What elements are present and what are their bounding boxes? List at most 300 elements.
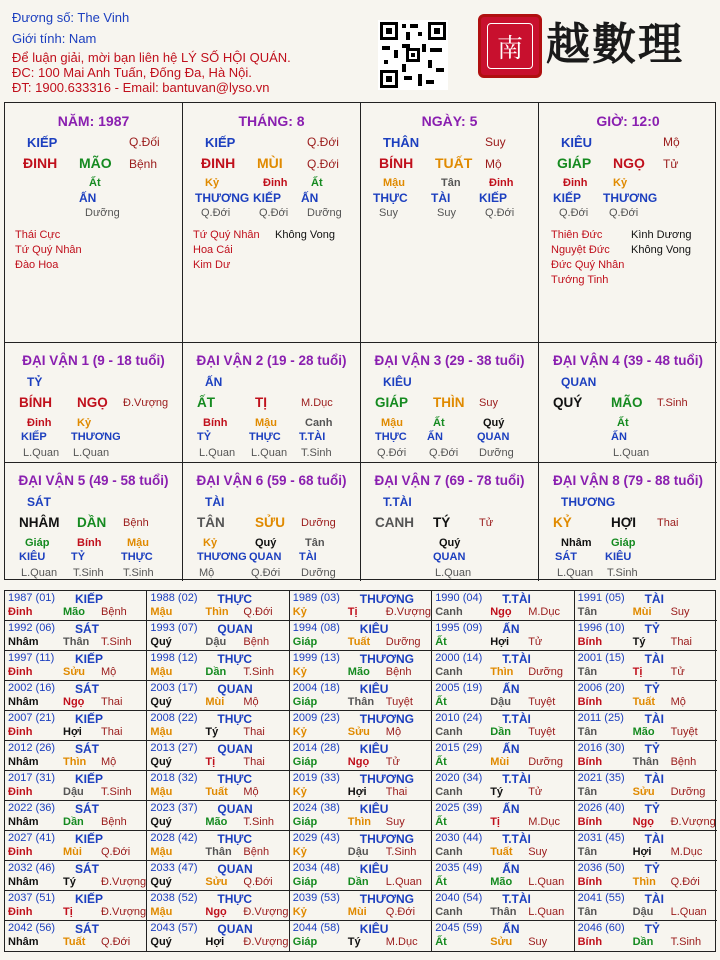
year-label: 2023 (37) bbox=[150, 802, 198, 814]
luck-cycle-cell[interactable] bbox=[361, 463, 539, 581]
year-god: TÀI bbox=[644, 892, 664, 906]
year-relation: Suy bbox=[385, 816, 405, 828]
year-stem: Kỷ bbox=[292, 906, 307, 918]
year-god: KIẾP bbox=[75, 712, 104, 726]
year-cell[interactable] bbox=[432, 831, 574, 861]
hidden-relation: Q.Đới bbox=[485, 207, 515, 219]
year-label: 1999 (13) bbox=[292, 652, 340, 664]
year-cell[interactable] bbox=[5, 741, 147, 771]
year-branch: Mão bbox=[63, 606, 85, 618]
year-branch: Ngọ bbox=[347, 756, 370, 768]
year-label: 2038 (52) bbox=[150, 892, 198, 904]
year-relation: Mộ bbox=[101, 756, 117, 768]
hidden-stem: Giáp bbox=[611, 537, 636, 549]
year-stem: Tân bbox=[577, 606, 598, 618]
year-god: THỰC bbox=[217, 712, 253, 726]
year-branch: Mùi bbox=[632, 606, 652, 618]
year-stem: Nhâm bbox=[8, 876, 39, 888]
star-name: Tứ Quý Nhân bbox=[193, 229, 260, 241]
year-god: T.TÀI bbox=[502, 832, 531, 846]
year-relation: Mộ bbox=[243, 696, 259, 708]
year-branch: Tý bbox=[632, 636, 646, 648]
year-branch: Dần bbox=[632, 936, 654, 948]
star-name: Kim Dư bbox=[193, 259, 231, 271]
year-cell[interactable] bbox=[290, 921, 432, 951]
year-god: KIÊU bbox=[359, 922, 389, 936]
luck-cycle-cell[interactable] bbox=[5, 343, 183, 463]
pillar-cell[interactable] bbox=[183, 103, 361, 343]
year-god: TÀI bbox=[644, 712, 664, 726]
year-relation: Đ.Vượng bbox=[243, 906, 289, 918]
pillar-god: THÂN bbox=[383, 135, 420, 150]
luck-cycle-cell[interactable] bbox=[183, 463, 361, 581]
year-cell[interactable] bbox=[147, 741, 289, 771]
year-god: SÁT bbox=[75, 622, 99, 636]
year-cell[interactable] bbox=[147, 801, 289, 831]
year-cell[interactable] bbox=[147, 891, 289, 921]
year-relation: Bệnh bbox=[243, 846, 270, 858]
year-label: 2039 (53) bbox=[292, 892, 340, 904]
year-cell[interactable] bbox=[290, 591, 432, 621]
hidden-god: KIÊU bbox=[19, 551, 46, 563]
year-cell[interactable] bbox=[147, 861, 289, 891]
year-branch: Mùi bbox=[347, 906, 367, 918]
star-name: Đức Quý Nhân bbox=[551, 259, 625, 271]
year-cell[interactable] bbox=[432, 591, 574, 621]
year-branch: Dậu bbox=[347, 846, 369, 858]
year-branch: Hợi bbox=[63, 726, 82, 738]
year-god: THƯƠNG bbox=[359, 772, 414, 786]
year-branch: Mão bbox=[347, 666, 370, 678]
year-cell[interactable] bbox=[575, 741, 717, 771]
year-cell[interactable] bbox=[290, 891, 432, 921]
year-branch: Ngọ bbox=[205, 906, 227, 918]
year-stem: Ất bbox=[435, 696, 447, 708]
year-branch: Thìn bbox=[632, 876, 656, 888]
year-label: 2028 (42) bbox=[150, 832, 198, 844]
year-stem: Ất bbox=[435, 756, 447, 768]
year-relation: Tuyệt bbox=[528, 696, 556, 708]
luck-title: ĐẠI VẬN 8 (79 - 88 tuổi) bbox=[552, 473, 704, 488]
hidden-stem: Đinh bbox=[489, 177, 514, 189]
year-god: T.TÀI bbox=[502, 712, 531, 726]
year-cell[interactable] bbox=[432, 681, 574, 711]
year-cell[interactable] bbox=[432, 711, 574, 741]
year-stem: Tân bbox=[577, 906, 598, 918]
pillar-title: NGÀY: 5 bbox=[421, 113, 478, 129]
year-relation: Dưỡng bbox=[528, 756, 563, 768]
luck-relation: T.Sinh bbox=[657, 397, 688, 409]
year-relation: Thai bbox=[101, 696, 123, 708]
year-branch: Sửu bbox=[347, 726, 370, 738]
year-cell[interactable] bbox=[290, 651, 432, 681]
year-relation: L.Quan bbox=[385, 876, 422, 888]
pillar-god: KIÊU bbox=[561, 135, 593, 150]
year-relation: Suy bbox=[670, 606, 690, 618]
pillar-god-relation: Mộ bbox=[663, 135, 680, 149]
year-cell[interactable] bbox=[290, 741, 432, 771]
year-relation: Q.Đới bbox=[101, 936, 131, 948]
year-cell[interactable] bbox=[290, 801, 432, 831]
year-relation: Q.Đới bbox=[101, 846, 131, 858]
year-relation: Mộ bbox=[243, 786, 259, 798]
hidden-god: QUAN bbox=[477, 431, 510, 443]
luck-cycle-cell[interactable] bbox=[361, 343, 539, 463]
year-cell[interactable] bbox=[575, 591, 717, 621]
year-label: 2000 (14) bbox=[435, 652, 483, 664]
year-god: TÀI bbox=[644, 592, 664, 606]
luck-branch: TỊ bbox=[255, 395, 267, 410]
year-branch: Thìn bbox=[347, 816, 372, 828]
gender: Giới tính: Nam bbox=[12, 31, 97, 46]
year-relation: Thai bbox=[243, 756, 265, 768]
year-cell[interactable] bbox=[147, 591, 289, 621]
year-branch: Hợi bbox=[490, 636, 510, 648]
hidden-god: ẤN bbox=[301, 191, 319, 205]
year-god: KIẾP bbox=[75, 772, 104, 786]
hidden-stem: Kỷ bbox=[205, 177, 220, 189]
year-branch: Dậu bbox=[63, 786, 84, 798]
luck-branch: TÝ bbox=[433, 515, 451, 530]
luck-branch: NGỌ bbox=[77, 395, 108, 410]
year-relation: Bệnh bbox=[243, 636, 270, 648]
year-god: SÁT bbox=[75, 742, 99, 756]
year-god: THƯƠNG bbox=[359, 712, 414, 726]
year-cell[interactable] bbox=[5, 621, 147, 651]
year-cell[interactable] bbox=[575, 891, 717, 921]
year-god: SÁT bbox=[75, 682, 99, 696]
year-label: 2046 (60) bbox=[577, 922, 625, 934]
luck-title: ĐẠI VẬN 2 (19 - 28 tuổi) bbox=[196, 353, 347, 368]
year-branch: Thân bbox=[205, 846, 232, 858]
year-god: KIÊU bbox=[359, 862, 389, 876]
year-stem: Canh bbox=[435, 846, 463, 858]
year-branch: Tuất bbox=[490, 846, 513, 858]
year-god: THỰC bbox=[217, 592, 253, 606]
pillar-god-relation: Q.Đới bbox=[307, 135, 339, 149]
hidden-relation: T.Sinh bbox=[301, 447, 332, 459]
year-stem: Bính bbox=[577, 696, 603, 708]
year-relation: Bệnh bbox=[101, 816, 127, 828]
year-god: ẤN bbox=[502, 742, 520, 756]
year-cell[interactable] bbox=[147, 771, 289, 801]
hidden-stem: Bính bbox=[77, 537, 102, 549]
hidden-relation: Mộ bbox=[199, 567, 215, 579]
hidden-god: ẤN bbox=[427, 431, 443, 443]
year-label: 2025 (39) bbox=[435, 802, 483, 814]
year-cell[interactable] bbox=[5, 831, 147, 861]
year-label: 2032 (46) bbox=[8, 862, 56, 874]
qr-code-icon[interactable] bbox=[378, 20, 448, 90]
year-relation: Tử bbox=[528, 786, 543, 798]
year-god: TÀI bbox=[644, 652, 664, 666]
luck-cycle-cell[interactable] bbox=[183, 343, 361, 463]
hidden-god: SÁT bbox=[555, 551, 577, 563]
luck-branch: MÃO bbox=[611, 395, 643, 410]
year-cell[interactable] bbox=[432, 921, 574, 951]
year-branch: Sửu bbox=[205, 876, 228, 888]
year-cell[interactable] bbox=[575, 621, 717, 651]
year-relation: Tử bbox=[670, 666, 685, 678]
year-branch: Ngọ bbox=[490, 606, 512, 618]
hidden-relation: Q.Đới bbox=[559, 207, 589, 219]
year-cell[interactable] bbox=[147, 921, 289, 951]
year-stem: Bính bbox=[577, 816, 603, 828]
year-cell[interactable] bbox=[432, 771, 574, 801]
year-label: 2007 (21) bbox=[8, 712, 56, 724]
year-relation: Đ.Vượng bbox=[670, 816, 716, 828]
year-god: SÁT bbox=[75, 922, 99, 936]
star-name: Tứ Quý Nhân bbox=[15, 244, 82, 256]
hidden-relation: Q.Đới bbox=[377, 447, 407, 459]
year-relation: Tuyệt bbox=[528, 726, 556, 738]
year-branch: Mão bbox=[205, 816, 228, 828]
year-cell[interactable] bbox=[5, 681, 147, 711]
year-label: 1988 (02) bbox=[150, 592, 198, 604]
hidden-relation: L.Quan bbox=[23, 447, 60, 459]
year-stem: Nhâm bbox=[8, 756, 39, 768]
pillar-cell[interactable] bbox=[539, 103, 717, 343]
year-god: ẤN bbox=[502, 922, 520, 936]
year-relation: Tuyệt bbox=[385, 696, 413, 708]
year-stem: Đinh bbox=[8, 666, 33, 678]
luck-cycle-cell[interactable] bbox=[5, 463, 183, 581]
year-stem: Quý bbox=[150, 816, 172, 828]
year-god: ẤN bbox=[502, 622, 520, 636]
year-god: QUAN bbox=[217, 802, 253, 816]
year-branch: Thân bbox=[347, 696, 375, 708]
year-branch: Hợi bbox=[205, 936, 225, 948]
year-cell[interactable] bbox=[432, 801, 574, 831]
year-relation: T.Sinh bbox=[101, 636, 132, 648]
hidden-stem: Mậu bbox=[383, 177, 405, 189]
year-label: 2042 (56) bbox=[8, 922, 56, 934]
year-label: 2045 (59) bbox=[435, 922, 483, 934]
year-relation: Q.Đới bbox=[243, 606, 273, 618]
year-stem: Nhâm bbox=[8, 696, 39, 708]
year-god: KIÊU bbox=[359, 682, 389, 696]
year-stem: Giáp bbox=[292, 816, 318, 828]
year-label: 2022 (36) bbox=[8, 802, 56, 814]
hidden-relation: L.Quan bbox=[613, 447, 650, 459]
pillar-title: NĂM: 1987 bbox=[57, 113, 130, 129]
year-god: ẤN bbox=[502, 802, 520, 816]
year-branch: Tý bbox=[347, 936, 361, 948]
pillars-grid bbox=[4, 102, 716, 580]
year-branch: Sửu bbox=[490, 936, 513, 948]
year-god: SÁT bbox=[75, 862, 99, 876]
year-branch: Dậu bbox=[490, 696, 511, 708]
year-cell[interactable] bbox=[575, 861, 717, 891]
year-cell[interactable] bbox=[5, 711, 147, 741]
year-label: 2021 (35) bbox=[577, 772, 625, 784]
year-cell[interactable] bbox=[575, 681, 717, 711]
year-label: 2037 (51) bbox=[8, 892, 56, 904]
year-branch: Sửu bbox=[632, 786, 655, 798]
hidden-stem: Quý bbox=[255, 537, 277, 549]
hidden-relation: T.Sinh bbox=[123, 567, 154, 579]
luck-title: ĐẠI VẬN 5 (49 - 58 tuổi) bbox=[18, 473, 169, 488]
luck-cycle-cell[interactable] bbox=[539, 343, 717, 463]
year-god: KIÊU bbox=[359, 742, 389, 756]
year-cell[interactable] bbox=[432, 741, 574, 771]
year-stem: Kỷ bbox=[292, 786, 307, 798]
year-cell[interactable] bbox=[290, 621, 432, 651]
year-cell[interactable] bbox=[575, 711, 717, 741]
hidden-stem: Nhâm bbox=[561, 537, 592, 549]
year-stem: Tân bbox=[577, 846, 598, 858]
luck-branch: THÌN bbox=[433, 395, 465, 410]
year-cell[interactable] bbox=[5, 591, 147, 621]
year-branch: Tị bbox=[347, 606, 358, 618]
hidden-relation: Dưỡng bbox=[301, 567, 336, 579]
year-branch: Dần bbox=[205, 666, 227, 678]
year-cell[interactable] bbox=[290, 861, 432, 891]
luck-title: ĐẠI VẬN 1 (9 - 18 tuổi) bbox=[22, 353, 165, 368]
year-relation: Thai bbox=[101, 726, 123, 738]
year-cell[interactable] bbox=[5, 861, 147, 891]
year-god: QUAN bbox=[217, 922, 253, 936]
year-cell[interactable] bbox=[147, 651, 289, 681]
luck-branch: HỢI bbox=[611, 515, 637, 530]
year-stem: Canh bbox=[435, 726, 463, 738]
year-cell[interactable] bbox=[147, 711, 289, 741]
year-branch: Dần bbox=[490, 726, 511, 738]
hidden-god: TỶ bbox=[197, 431, 212, 443]
luck-cycle-cell[interactable] bbox=[539, 463, 717, 581]
luck-god: T.TÀI bbox=[383, 495, 412, 509]
luck-god: TỶ bbox=[27, 375, 43, 389]
year-cell[interactable] bbox=[290, 831, 432, 861]
pillar-cell[interactable] bbox=[5, 103, 183, 343]
year-god: THỰC bbox=[217, 772, 253, 786]
year-branch: Tị bbox=[205, 756, 216, 768]
year-cell[interactable] bbox=[147, 621, 289, 651]
year-cell[interactable] bbox=[147, 831, 289, 861]
year-branch: Hợi bbox=[632, 846, 652, 858]
year-cell[interactable] bbox=[290, 711, 432, 741]
year-god: TỶ bbox=[644, 682, 660, 696]
year-relation: Bệnh bbox=[670, 756, 697, 768]
year-relation: T.Sinh bbox=[243, 816, 274, 828]
hidden-stem: Bính bbox=[203, 417, 228, 429]
year-cell[interactable] bbox=[575, 801, 717, 831]
pillar-cell[interactable] bbox=[361, 103, 539, 343]
hidden-god: THƯƠNG bbox=[603, 191, 658, 205]
year-god: KIÊU bbox=[359, 802, 389, 816]
star-name: Thái Cực bbox=[15, 229, 61, 241]
hidden-god: TÀI bbox=[431, 191, 451, 205]
year-label: 2010 (24) bbox=[435, 712, 483, 724]
hidden-god: TỶ bbox=[71, 551, 86, 563]
year-stem: Đinh bbox=[8, 846, 33, 858]
brand-logo: 越數理 bbox=[546, 19, 684, 70]
year-stem: Tân bbox=[577, 726, 598, 738]
hidden-relation: Q.Đới bbox=[609, 207, 639, 219]
hidden-god: KIẾP bbox=[21, 431, 47, 443]
year-stem: Quý bbox=[150, 756, 172, 768]
year-label: 2015 (29) bbox=[435, 742, 483, 754]
year-stem: Tân bbox=[577, 666, 598, 678]
year-label: 2014 (28) bbox=[292, 742, 340, 754]
year-cell[interactable] bbox=[5, 891, 147, 921]
hidden-god: THỰC bbox=[375, 431, 407, 443]
year-stem: Giáp bbox=[292, 876, 318, 888]
phone-email-line[interactable]: ĐT: 1900.633316 - Email: bantuvan@lyso.vn bbox=[12, 80, 270, 95]
hidden-relation: T.Sinh bbox=[73, 567, 104, 579]
year-god: THƯƠNG bbox=[359, 892, 414, 906]
hidden-stem: Ất bbox=[311, 177, 323, 189]
hidden-god: KIẾP bbox=[253, 191, 282, 205]
year-cell[interactable] bbox=[575, 651, 717, 681]
year-cell[interactable] bbox=[147, 681, 289, 711]
luck-god: ẤN bbox=[205, 375, 223, 389]
year-stem: Ất bbox=[435, 816, 447, 828]
star-name: Hoa Cái bbox=[193, 244, 233, 256]
luck-stem: TÂN bbox=[197, 515, 225, 530]
year-cell[interactable] bbox=[575, 831, 717, 861]
year-stem: Canh bbox=[435, 666, 463, 678]
year-label: 2002 (16) bbox=[8, 682, 56, 694]
address-line: ĐC: 100 Mai Anh Tuấn, Đống Đa, Hà Nội. bbox=[12, 65, 252, 80]
hidden-god: THỰC bbox=[121, 551, 153, 563]
pillar-branch: MÃO bbox=[79, 155, 112, 171]
year-branch: Tị bbox=[63, 906, 73, 918]
hidden-relation: L.Quan bbox=[199, 447, 236, 459]
year-relation: Tử bbox=[528, 636, 543, 648]
year-cell[interactable] bbox=[5, 921, 147, 951]
luck-stem: CANH bbox=[375, 515, 414, 530]
year-stem: Bính bbox=[577, 876, 603, 888]
year-cell[interactable] bbox=[432, 891, 574, 921]
star-name-secondary: Không Vong bbox=[275, 229, 335, 241]
year-god: KIẾP bbox=[75, 592, 104, 606]
year-stem: Quý bbox=[150, 696, 172, 708]
year-god: KIÊU bbox=[359, 622, 389, 636]
year-relation: Thai bbox=[243, 726, 265, 738]
year-label: 2033 (47) bbox=[150, 862, 198, 874]
year-relation: Suy bbox=[528, 936, 548, 948]
year-cell[interactable] bbox=[290, 771, 432, 801]
year-cell[interactable] bbox=[432, 621, 574, 651]
year-stem: Ất bbox=[435, 876, 447, 888]
year-stem: Canh bbox=[435, 606, 463, 618]
year-label: 2011 (25) bbox=[577, 712, 624, 724]
year-cell[interactable] bbox=[5, 771, 147, 801]
annual-years-table bbox=[4, 590, 716, 952]
year-cell[interactable] bbox=[5, 651, 147, 681]
year-cell[interactable] bbox=[432, 861, 574, 891]
hidden-stem: Quý bbox=[439, 537, 461, 549]
year-cell[interactable] bbox=[432, 651, 574, 681]
year-cell[interactable] bbox=[290, 681, 432, 711]
year-label: 2001 (15) bbox=[577, 652, 625, 664]
year-branch: Dần bbox=[63, 816, 84, 828]
year-cell[interactable] bbox=[575, 771, 717, 801]
luck-branch: SỬU bbox=[255, 515, 285, 530]
year-relation: Dưỡng bbox=[528, 666, 563, 678]
star-name-secondary: Kình Dương bbox=[631, 229, 692, 241]
year-label: 2004 (18) bbox=[292, 682, 340, 694]
year-stem: Mậu bbox=[150, 606, 173, 618]
luck-relation: Suy bbox=[479, 397, 498, 409]
year-god: TÀI bbox=[644, 772, 664, 786]
hidden-relation: T.Sinh bbox=[607, 567, 638, 579]
year-cell[interactable] bbox=[5, 801, 147, 831]
year-branch: Tuất bbox=[205, 786, 228, 798]
year-cell[interactable] bbox=[575, 921, 717, 951]
luck-relation: Thai bbox=[657, 517, 679, 529]
